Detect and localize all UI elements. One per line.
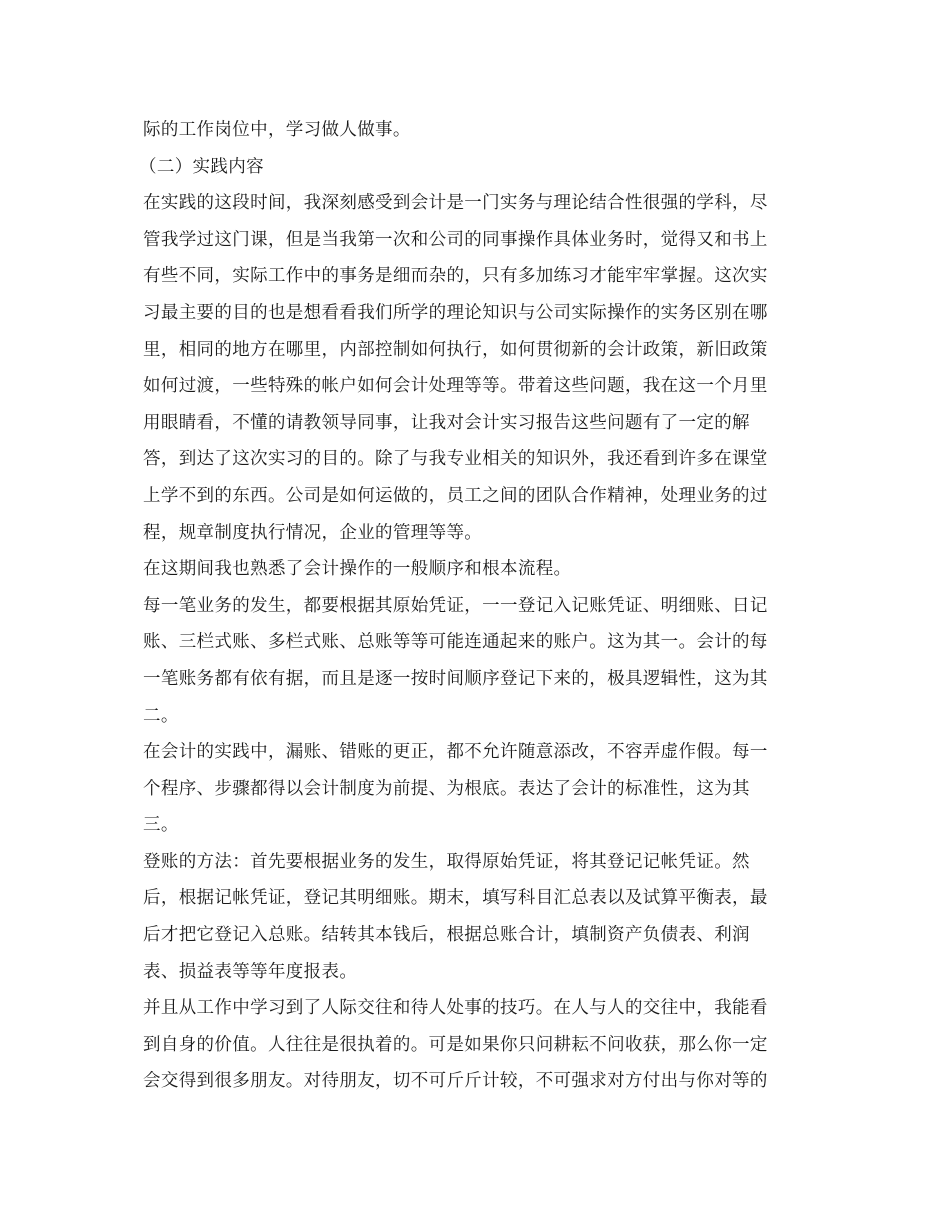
text-line: 际的工作岗位中，学习做人做事。 [143, 120, 411, 140]
text-line: 表、损益表等等年度报表。 [143, 961, 358, 982]
text-line: 里，相同的地方在哪里，内部控制如何执行，如何贯彻新的会计政策，新旧政策 [143, 339, 768, 360]
text-line: 后，根据记帐凭证，登记其明细账。期末，填写科目汇总表以及试算平衡表，最 [143, 888, 768, 909]
text-line: 账、三栏式账、多栏式账、总账等等可能连通起来的账户。这为其一。会计的每 [143, 632, 768, 653]
text-line: 每一笔业务的发生，都要根据其原始凭证，一一登记入记账凭证、明细账、日记 [143, 595, 768, 616]
text-line: 会交得到很多朋友。对待朋友，切不可斤斤计较，不可强求对方付出与你对等的 [143, 1071, 768, 1092]
text-line: 答，到达了这次实习的目的。除了与我专业相关的知识外，我还看到许多在课堂 [143, 449, 768, 470]
text-line: 登账的方法：首先要根据业务的发生，取得原始凭证，将其登记记帐凭证。然 [143, 851, 750, 872]
text-line: 习最主要的目的也是想看看我们所学的理论知识与公司实际操作的实务区别在哪 [143, 302, 768, 323]
text-line: 在这期间我也熟悉了会计操作的一般顺序和根本流程。 [143, 559, 572, 580]
text-line: 一笔账务都有依有据，而且是逐一按时间顺序登记下来的，极具逻辑性，这为其 [143, 668, 768, 689]
text-line: 三。 [143, 815, 179, 836]
text-line: 上学不到的东西。公司是如何运做的，员工之间的团队合作精神，处理业务的过 [143, 485, 768, 506]
text-line: 管我学过这门课，但是当我第一次和公司的同事操作具体业务时，觉得又和书上 [143, 229, 768, 250]
text-line: 并且从工作中学习到了人际交往和待人处事的技巧。在人与人的交往中，我能看 [143, 998, 768, 1019]
text-line: 二。 [143, 705, 179, 726]
section-heading: （二）实践内容 [139, 156, 264, 177]
text-line: 用眼睛看，不懂的请教领导同事，让我对会计实习报告这些问题有了一定的解 [143, 412, 750, 433]
text-line: 个程序、步骤都得以会计制度为前提、为根底。表达了会计的标准性，这为其 [143, 778, 750, 799]
text-line: 有些不同，实际工作中的事务是细而杂的，只有多加练习才能牢牢掌握。这次实 [143, 266, 768, 287]
text-line: 在实践的这段时间，我深刻感受到会计是一门实务与理论结合性很强的学科，尽 [143, 193, 768, 214]
body-text [139, 112, 803, 1100]
text-line: 如何过渡，一些特殊的帐户如何会计处理等等。带着这些问题，我在这一个月里 [143, 376, 768, 397]
text-line: 程，规章制度执行情况，企业的管理等等。 [143, 522, 483, 543]
text-line: 在会计的实践中，漏账、错账的更正，都不允许随意添改，不容弄虚作假。每一 [143, 742, 768, 763]
text-line: 后才把它登记入总账。结转其本钱后，根据总账合计，填制资产负债表、利润 [143, 925, 750, 946]
text-line: 到自身的价值。人往往是很执着的。可是如果你只问耕耘不问收获，那么你一定 [143, 1034, 768, 1055]
